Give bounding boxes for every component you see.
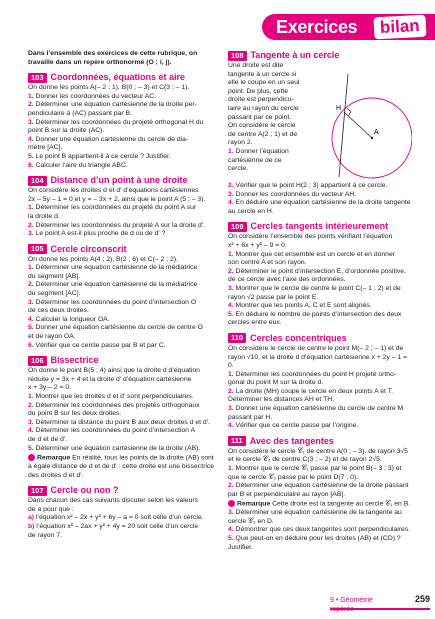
question-text: Vérifier que ce cercle passe par l’origine. [233,422,359,430]
question-number: 3. [228,284,234,292]
question-text: 2x – 5y – 1 = 0 et y = – 3x + 2, ainsi que le point A (5 ; – 3). [28,195,206,203]
exercise-line [28,222,218,231]
question-text: On donne les points A(4 ; 2), B(2 ; 6) et C(– 2 ; 2). [28,255,178,263]
exercise-line [28,230,218,239]
question-text: gonal du point M sur la droite d. [228,379,324,387]
footer-bar [330,608,430,610]
exercise-line [28,506,218,515]
page-header [0,0,435,48]
exercise-108-questions [228,182,414,216]
exercise-title: Tangente à un cercle [250,50,340,60]
question-text: On donne les points A(– 2 ; 1), B(0 ; – 3) et C(3 ; – 1). [28,84,190,92]
question-text: Vérifier que ce cercle passe par B et par C. [33,341,166,349]
question-text: Donner l’équation [233,147,289,155]
question-text: Déterminer les coordonnées du projeté A sur la droite d′. [33,221,205,229]
question-number: 6. [28,341,34,349]
exercise-line [228,96,314,105]
question-text: Donner une équation cartésienne du cercle de dia- [33,135,189,143]
exercise-109 [228,221,414,328]
exercise-title: Distance d’un point à une droite [50,175,188,186]
exercise-header [28,72,218,83]
remark-text: En réalité, tous les points de la droite (AB) sont [70,454,214,462]
exercise-line [228,191,414,200]
question-text: passant par H. [228,413,273,421]
exercise-line [28,367,218,376]
exercise-line [28,162,218,171]
exercise-title: Cercle circonscrit [50,243,127,254]
exercise-line [228,319,414,328]
question-number: 1. [228,370,234,378]
question-text: de ces deux droites. [28,307,89,315]
exercise-105 [28,244,218,351]
exercise-line [28,419,218,428]
question-text: et le cercle 𝒞₂ de centre C(3 ; – 2) et de rayon 2√5. [228,456,382,464]
exercise-line [228,131,314,140]
question-text: Montrer que cet ensemble est un cercle et en donner [233,250,396,258]
exercise-line [228,148,314,157]
question-text: du point B sur les deux droites. [28,410,122,418]
exercise-line [228,157,314,166]
exercise-110 [228,333,414,431]
question-number: 4. [28,315,34,323]
point-a-label: A [374,129,379,136]
page-footer [330,596,430,610]
exercise-line [228,456,414,465]
question-text: Déterminer le point d’intersection E, d’ordonnée positive, [233,267,406,275]
question-text: On considère l’ensemble des points vérifiant l’équation [228,233,393,241]
remark-text: à égale distance de d et de d′ : cette droite est une bissectrice [28,463,215,471]
remark-icon [228,500,235,507]
question-number: 4. [28,135,34,143]
exercise-line [28,427,218,436]
exercise-line [28,264,218,273]
exercise-line [228,405,414,414]
exercise-line [28,307,218,316]
exercise-line [228,422,414,431]
exercise-line [228,345,414,354]
question-text: Une droite est dite [228,62,284,69]
question-number: 4. [228,199,234,207]
exercise-line [228,105,314,114]
question-number: 2. [28,401,34,409]
exercise-number: 106 [28,356,47,366]
question-text: Déterminer la distance du point B aux deux droites d et d′. [33,418,210,426]
exercise-number: 111 [228,436,246,446]
question-number: 3. [28,298,34,306]
exercise-line [28,93,218,102]
exercise-line [28,187,218,196]
exercise-line [228,233,414,242]
question-text: On considère le cercle 𝒞₁ de centre A(0 ; – 3), de rayon 3√5 [228,447,408,455]
exercise-line [28,153,218,162]
question-text: rayon 2. [228,139,253,147]
question-number: 2. [28,221,34,229]
question-number: 4. [228,302,234,310]
question-text: Donner une équation cartésienne du cercle de centre M [233,405,404,413]
exercise-line [228,114,314,123]
question-text: Déterminer les coordonnées des projetés orthogonaux [33,401,200,409]
question-number: 5. [28,324,34,332]
exercise-header [28,485,218,496]
exercise-header [28,175,218,186]
exercise-title: Cercles tangents intérieurement [250,221,389,232]
question-number: 3. [228,509,234,517]
exercise-line [228,242,414,251]
exercise-line [228,311,414,320]
exercise-line [28,273,218,282]
exercise-line [228,526,414,535]
header-title: Exercices [276,17,358,37]
question-number: 5. [228,535,234,543]
question-text: elle le coupe en un seul [228,79,300,87]
exercise-line [28,436,218,445]
exercise-line [28,119,218,128]
question-text: Déterminer une équation cartésienne de la droite passant [233,482,409,490]
remark-label: Remarque [37,454,71,462]
question-text: point. De plus, cette [228,87,289,95]
exercise-line [228,535,414,544]
exercise-title: Avec des tangentes [249,435,334,446]
exercise-line [28,299,218,308]
remark [28,454,218,480]
question-text: x² + 6x + y² – 9 = 0. [228,241,287,249]
question-text: Déterminer les coordonnées du point d’intersection A [33,427,196,435]
question-number: 5. [28,444,34,452]
exercise-number: 107 [28,486,47,496]
question-text: Vérifier que le point H(2 ; 3) appartient à ce cercle. [233,182,388,189]
exercise-line [228,268,414,277]
exercise-line [228,518,414,527]
question-number: a) [28,514,35,522]
question-text: cercles entre eux. [228,319,282,327]
exercise-line [228,482,414,491]
exercise-line [228,388,414,397]
question-number: 3. [28,230,34,238]
exercise-header [28,244,218,255]
exercise-line [28,514,218,523]
question-text: Le point B appartient-il à ce cercle ? Justifier. [33,152,171,160]
exercise-line [28,110,218,119]
exercise-line [228,259,414,268]
question-number: 6. [28,161,34,169]
circle-figure-svg [314,62,412,182]
question-text: l’équation x² – 2x + y² + 6y – a = 0 soit celle d’un cercle. [34,514,204,522]
exercise-line [28,410,218,419]
question-number: 2. [228,267,234,275]
exercise-line [228,276,414,285]
remark-text: des droites d et d′. [28,471,84,479]
question-text: du segment [AC]. [28,290,81,298]
exercise-line [228,139,314,148]
question-text: On considère le cercle [228,122,296,130]
footer-section: 9 • Géométrie [330,597,373,604]
question-text: cercle. [228,165,249,173]
question-number: 1. [228,465,234,473]
question-text: droite est perpendicu- [228,96,294,104]
exercise-number: 103 [28,73,47,83]
question-text: de d et de d′. [28,435,68,443]
question-text: Montrer que les points A, C et E sont alignés. [233,302,372,310]
question-number: 2. [28,101,34,109]
exercise-108-text [228,62,314,182]
question-number: 2. [228,387,234,395]
question-number: 2. [228,482,234,490]
remark [228,500,414,509]
question-text: Déterminer les coordonnées du point d’intersection O [33,298,197,306]
question-number: 4. [228,526,234,534]
exercise-line [28,342,218,351]
question-number: 1. [28,393,34,400]
center-point [371,137,373,139]
question-text: de a pour que : [28,505,74,513]
question-text: Déterminer une équation cartésienne de la droite per- [33,101,197,109]
exercise-line [228,354,414,371]
remark-icon [28,454,35,461]
exercise-106 [28,355,218,480]
question-text: réduite y = 3x + 4 et la droite d′ d’équation cartésienne [28,375,192,383]
question-text: Déterminer une équation cartésienne de la droite (AB). [33,444,201,452]
question-text: laire au rayon du cercle [228,104,299,112]
exercise-line [228,491,414,500]
question-text: Montrer que les droites d et d′ sont perpendiculaires. [33,393,194,400]
question-text: Démontrer que ces deux tangentes sont perpendiculaires. [233,526,411,534]
question-text: Montrer que le cercle 𝒞₁ passe par le point B(– 3 ; 3) et [233,465,402,473]
question-text: Déterminer les coordonnées du projeté orthogonal H du [33,118,204,126]
exercise-line [228,285,414,294]
question-text: rayon √10, et la droite d d’équation cartésienne x + 2y – 1 = 0. [228,353,408,370]
question-text: pendiculaire à (AC) passant par B. [28,109,132,117]
exercise-line [228,544,414,553]
exercise-line [28,213,218,222]
question-text: La droite (MH) coupe le cercle en deux points A et T. [233,387,393,395]
exercise-line [28,196,218,205]
exercise-line [28,384,218,393]
exercise-108-body [228,62,414,182]
exercise-line [28,523,218,532]
question-text: Donner une équation cartésienne du cercle de centre O [33,324,203,332]
exercise-title: Cercles concentriques [250,332,347,343]
exercise-line [228,396,414,405]
question-number: 1. [28,264,34,272]
question-text: cercle 𝒞₂ en D. [228,517,274,525]
question-text: de centre A(2 ; 1) et de [228,130,298,138]
exercise-line [28,101,218,110]
exercise-header [28,355,218,366]
question-text: tangente à un cercle si [228,70,297,78]
question-text: x + 3y – 2 = 0. [28,384,72,392]
exercise-103 [28,72,218,170]
exercise-number: 105 [28,244,47,254]
question-text: Déterminer les coordonnées du projeté du point A sur [33,204,197,212]
question-text: En déduire une équation cartésienne de la droite tangente [233,199,411,207]
question-text: Déterminer une équation cartésienne de la médiatrice [33,264,198,272]
tangent-line [339,74,348,177]
question-text: Donner les coordonnées du vecteur AC. [33,92,157,100]
exercise-line [28,376,218,385]
exercise-header [228,436,414,447]
circle-tangent-figure [314,62,412,182]
question-number: 5. [228,310,234,318]
question-text: Déterminer une équation cartésienne de la médiatrice [33,281,198,289]
question-text: Montrer que le cercle de centre le point C(– 1 ; 2) et de [233,284,401,292]
exercise-line [228,62,314,71]
exercise-title: Cercle ou non ? [50,485,119,496]
question-text: Déterminer les distances AH et TH. [228,396,335,404]
exercise-line [28,497,218,506]
question-number: 3. [28,418,34,426]
exercise-104 [28,175,218,239]
question-text: du segment [AB]. [28,272,81,280]
exercise-number: 110 [228,333,246,343]
exercise-line [28,127,218,136]
question-text: Le point A est-il plus proche de d ou de d′ ? [33,230,166,238]
exercise-line [28,84,218,93]
question-text: au cercle en H. [228,207,274,215]
question-text: et de rayon OA. [28,333,76,341]
exercise-line [228,302,414,311]
exercise-line [228,165,314,174]
question-number: 3. [228,405,234,413]
exercise-number: 109 [228,222,247,232]
question-text: cartésienne de ce [228,156,282,164]
right-angle-mark [347,108,351,116]
question-number: 5. [28,152,34,160]
exercise-line [228,251,414,260]
exercise-title: Bissectrice [50,355,99,366]
exercise-line [28,445,218,454]
question-number: 1. [228,147,234,155]
question-number: 4. [28,427,34,435]
question-number: 1. [228,250,234,258]
question-number: 1. [28,204,34,212]
question-text: En déduire le nombre de points d’intersection des deux [233,310,402,318]
exercise-107 [28,485,218,540]
right-exercises [228,221,414,552]
exercise-line [228,208,414,217]
exercise-line [28,333,218,342]
exercise-line [228,509,414,518]
exercise-line [228,88,314,97]
intro-text: Dans l’ensemble des exercices de cette rubrique, on travaille dans un repère orthonormé (O ; i, j). [28,50,198,66]
left-exercises [28,72,218,540]
exercise-line [28,324,218,333]
exercise-header [228,333,414,344]
exercise-line [228,199,414,208]
exercise-line [28,402,218,411]
exercise-header [228,221,414,232]
exercise-line [28,281,218,290]
question-number: 2. [228,182,234,189]
exercise-line [28,144,218,153]
exercise-line [228,371,414,380]
question-text: Justifier. [228,543,253,551]
exercise-line [28,316,218,325]
exercise-line [28,290,218,299]
question-text: On considère les droites d et d′ d’équations cartésiennes [28,187,199,195]
exercise-number: 108 [228,51,247,61]
page-number: 259 [414,594,430,604]
header-badge: bilan [373,15,426,40]
exercise-line [228,379,414,388]
question-number: b) [28,523,35,531]
question-text: Que peut-on en déduire pour les droites (AB) et (CD) ? [233,535,401,543]
remark-text: Cette droite est la tangente au cercle 𝒞₁ en B. [270,500,411,508]
remark-label: Remarque [237,500,271,508]
left-column [28,50,218,545]
exercise-111 [228,436,414,552]
exercise-line [228,122,314,131]
point-h-label: H [336,105,342,112]
question-text: Donner les coordonnées du vecteur AH. [233,190,357,198]
exercise-number: 104 [28,176,47,186]
exercise-title: Coordonnées, équations et aire [50,72,186,83]
question-number: 3. [228,190,234,198]
exercise-line [228,294,414,303]
exercise-line [228,182,414,191]
question-text: Dans chacun des cas suivants discuter selon les valeurs [28,497,199,505]
question-text: passant par ce point. [228,113,292,121]
exercise-line [228,71,314,80]
question-text: mètre [AC]. [28,144,63,152]
exercise-line [28,204,218,213]
question-text: On donne le point B(5 ; 4) ainsi que la droite d d’équation [28,367,200,375]
question-number: 1. [28,92,34,100]
question-text: Calculer la longueur OA. [33,315,110,323]
right-column [228,50,414,557]
exercise-line [28,393,218,402]
question-text: rayon √2 passe par le point E. [228,293,319,301]
question-text: point B sur la droite (AC). [28,127,105,135]
exercise-line [228,414,414,423]
question-text: par B et perpendiculaire au rayon [AB]. [228,490,346,498]
exercise-line [228,465,414,474]
question-text: la droite d. [28,212,60,220]
exercise-line [228,474,414,483]
question-number: 3. [28,118,34,126]
question-text: Déterminer les coordonnées du point H projeté ortho- [233,370,397,378]
question-number: 2. [28,281,34,289]
question-text: de ce cercle avec l’axe des ordonnées. [228,276,346,284]
question-text: son centre A et son rayon. [228,259,307,267]
question-text: On considère le cercle de centre le point M(– 2 ; – 1) et de [228,344,404,352]
question-text: que le cercle 𝒞₂ passe par le point D(7 ; 0). [228,473,359,481]
exercise-line [28,532,218,541]
question-number: 4. [228,422,234,430]
exercise-line [228,79,314,88]
exercise-header [228,50,414,61]
exercise-line [28,256,218,265]
question-text: Déterminer une équation cartésienne de la tangente au [233,509,402,517]
question-text: l’équation x² – 2ax + y² + 4y = 20 soit celle d’un cercle [34,523,199,531]
exercise-108 [228,50,414,216]
question-text: Calculer l’aire du triangle ABC. [33,161,128,169]
question-text: de rayon 7. [28,531,63,539]
exercise-line [28,136,218,145]
